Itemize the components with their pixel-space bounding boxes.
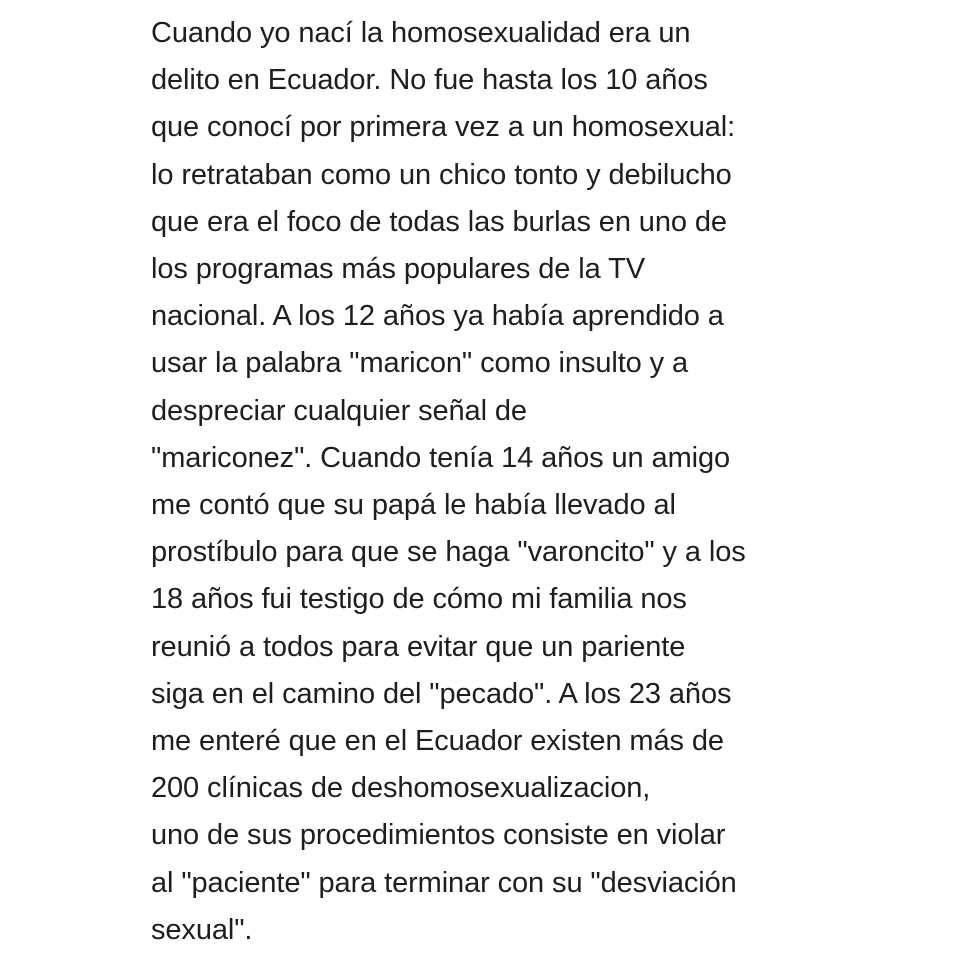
- text-line: "mariconez". Cuando tenía 14 años un amigo: [151, 441, 731, 474]
- text-line: 18 años fui testigo de cómo mi familia nos: [151, 583, 687, 616]
- text-line: despreciar cualquier señal de: [151, 394, 527, 427]
- text-line: que era el foco de todas las burlas en uno de: [151, 205, 727, 238]
- text-line: usar la palabra "maricon" como insulto y a: [151, 347, 689, 380]
- text-line: nacional. A los 12 años ya había aprendido a: [151, 300, 724, 333]
- text-line: uno de sus procedimientos consiste en violar: [151, 819, 726, 852]
- text-line: lo retrataban como un chico tonto y debilucho: [151, 158, 732, 191]
- text-line: me enteré que en el Ecuador existen más de: [151, 725, 724, 758]
- text-line: 200 clínicas de deshomosexualizacion,: [151, 772, 651, 805]
- text-line: me contó que su papá le había llevado al: [151, 489, 676, 522]
- text-line: los programas más populares de la TV: [151, 253, 645, 286]
- text-line: al "paciente" para terminar con su "desviación: [151, 866, 737, 899]
- text-line: sexual".: [151, 913, 253, 946]
- paragraph-text: [151, 10, 931, 954]
- text-line: prostíbulo para que se haga "varoncito" y a los: [151, 536, 746, 569]
- text-line: Cuando yo nací la homosexualidad era un: [151, 17, 691, 49]
- text-line: delito en Ecuador. No fue hasta los 10 años: [151, 64, 708, 97]
- text-line: siga en el camino del "pecado". A los 23 años: [151, 677, 732, 710]
- text-line: reunió a todos para evitar que un pariente: [151, 630, 686, 663]
- text-line: que conocí por primera vez a un homosexual:: [151, 111, 736, 144]
